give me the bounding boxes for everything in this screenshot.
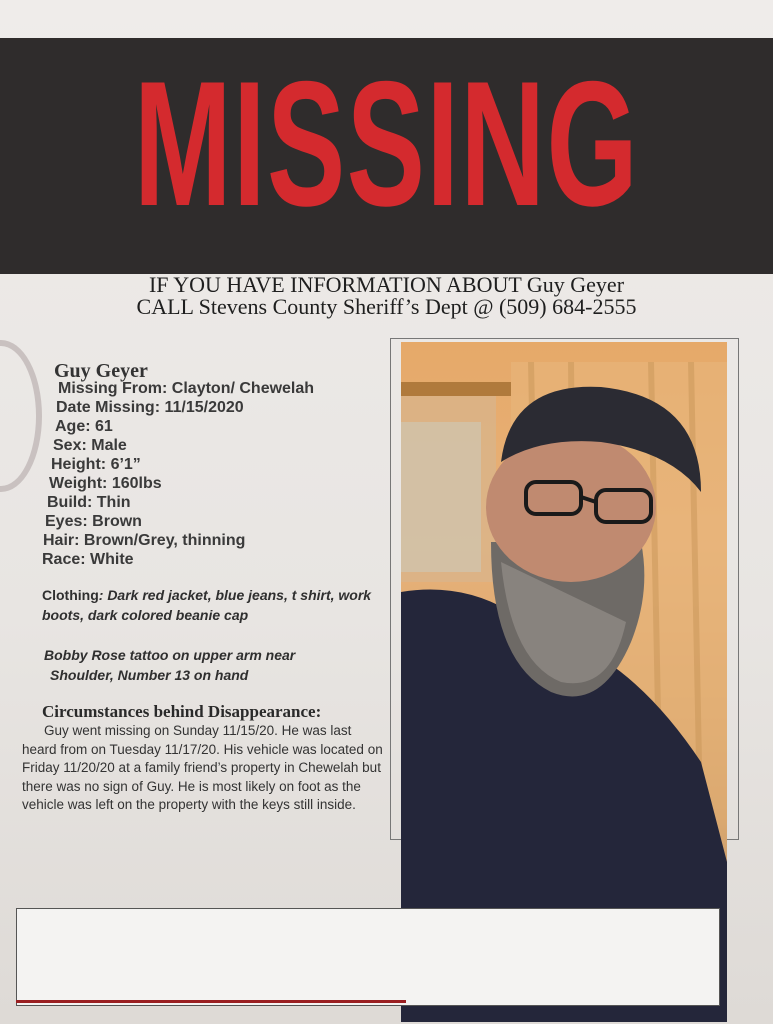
detail-date-missing — [56, 399, 244, 417]
contact-line-2: CALL Stevens County Sheriff’s Dept @ (509) 684-2555 — [136, 294, 637, 319]
detail-label: Hair: — [43, 532, 80, 549]
detail-value: 6’1” — [110, 456, 141, 473]
person-name: Guy Geyer — [54, 360, 148, 382]
detail-label: Sex: — [53, 437, 87, 454]
clothing-text: : Dark red jacket, blue jeans, t shirt, work boots, dark colored beanie cap — [42, 587, 372, 623]
detail-race — [42, 551, 134, 569]
detail-label: Missing From: — [58, 380, 168, 397]
detail-value: 11/15/2020 — [164, 399, 244, 416]
contact-line-1: IF YOU HAVE INFORMATION ABOUT Guy Geyer — [148, 272, 625, 297]
circumstances-text: Guy went missing on Sunday 11/15/20. He was last heard from on Tuesday 11/17/20. His vehicle was located on Friday 11/20/20 at a family friend’s property in Chewelah but there was no sign of Guy. He is most likely on foot as the vehicle was left on the property with the keys still inside. — [22, 723, 383, 812]
detail-label: Weight: — [49, 475, 108, 492]
detail-height — [51, 456, 141, 474]
detail-hair — [43, 532, 245, 550]
tattoo-line-1: Bobby Rose tattoo on upper arm near — [44, 647, 296, 663]
clothing-description — [42, 585, 392, 625]
clothing-label: Clothing — [42, 587, 99, 603]
detail-value: Clayton/ Chewelah — [171, 380, 315, 397]
detail-value: White — [90, 551, 134, 568]
detail-eyes — [45, 513, 142, 531]
circumstances-title: Circumstances behind Disappearance: — [42, 702, 322, 721]
detail-value: Brown/Grey, thinning — [83, 532, 246, 549]
detail-value: Male — [91, 437, 127, 454]
detail-label: Age: — [55, 418, 91, 435]
detail-age — [55, 418, 113, 436]
detail-build — [47, 494, 131, 512]
detail-sex — [53, 437, 127, 455]
detail-label: Race: — [42, 551, 86, 568]
tattoo-description — [44, 645, 384, 685]
detail-value: Brown — [92, 513, 142, 530]
detail-value: 160lbs — [111, 475, 162, 492]
detail-weight — [49, 475, 162, 493]
detail-value: 61 — [95, 418, 113, 435]
red-underline — [16, 1000, 406, 1003]
detail-missing-from — [58, 380, 314, 398]
banner-title: MISSING — [133, 44, 640, 243]
detail-value: Thin — [96, 494, 131, 511]
blank-contact-box — [16, 908, 720, 1006]
detail-label: Eyes: — [45, 513, 88, 530]
detail-label: Build: — [47, 494, 93, 511]
detail-label: Date Missing: — [56, 399, 161, 416]
detail-label: Height: — [51, 456, 107, 473]
tattoo-line-2: Shoulder, Number 13 on hand — [50, 667, 249, 683]
